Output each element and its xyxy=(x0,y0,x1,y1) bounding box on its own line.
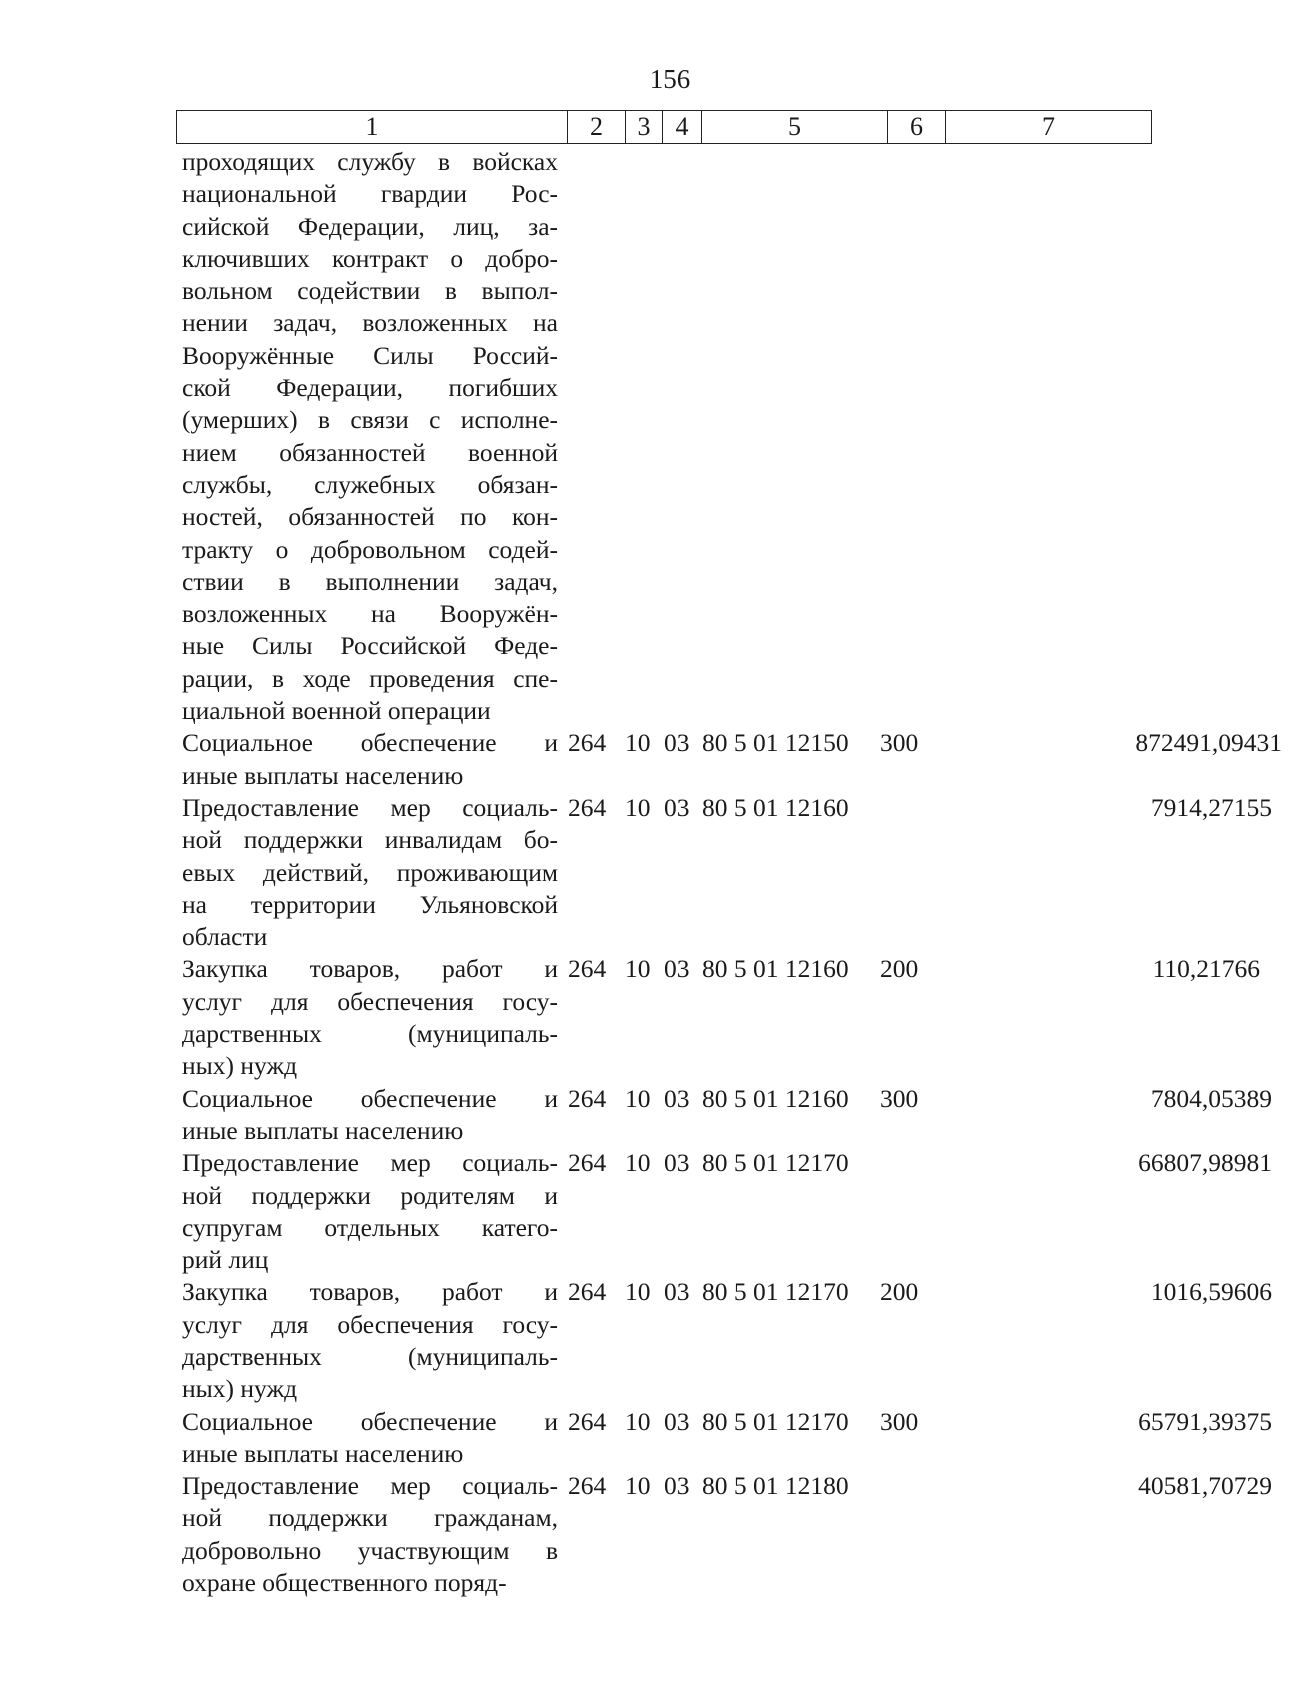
description-line: ной поддержки родителям и xyxy=(182,1180,558,1210)
table-row xyxy=(182,1276,1272,1405)
row-amount: 66807,98981 xyxy=(1138,1148,1272,1178)
row-description xyxy=(182,1470,558,1599)
column-header-4: 4 xyxy=(663,111,702,144)
description-line: дарственных (муниципаль- xyxy=(182,1019,558,1049)
description-line: возложенных на Вооружён- xyxy=(182,599,558,629)
description-line: проходящих службу в войсках xyxy=(182,147,558,176)
code-cs: 80 5 01 12160 xyxy=(702,1083,849,1113)
code-gr: 264 xyxy=(568,1083,607,1113)
description-line: рий лиц xyxy=(182,1245,269,1275)
description-line: иные выплаты населению xyxy=(182,760,464,790)
description-line: Предоставление мер социаль- xyxy=(182,792,558,822)
code-rz: 10 xyxy=(625,1406,651,1436)
column-header-5: 5 xyxy=(702,111,888,144)
description-line: рации, в ходе проведения спе- xyxy=(182,663,558,693)
row-description xyxy=(182,1083,558,1148)
code-gr: 264 xyxy=(568,954,607,984)
code-pr: 03 xyxy=(664,1083,690,1113)
description-line: национальной гвардии Рос- xyxy=(182,179,558,209)
description-line: ных) нужд xyxy=(182,1051,298,1081)
code-rz: 10 xyxy=(625,1083,651,1113)
description-line: иные выплаты населению xyxy=(182,1115,464,1145)
row-amount: 7804,05389 xyxy=(1150,1083,1272,1113)
description-line: области xyxy=(182,922,268,952)
code-gr: 264 xyxy=(568,1148,607,1178)
column-header-row xyxy=(177,111,1152,144)
description-line: Социальное обеспечение и xyxy=(182,1083,558,1113)
code-rz: 10 xyxy=(625,1471,651,1501)
column-header-1: 1 xyxy=(177,111,568,144)
description-line: Предоставление мер социаль- xyxy=(182,1148,558,1178)
description-line: сийской Федерации, лиц, за- xyxy=(182,211,558,241)
table-row xyxy=(182,1083,1272,1148)
row-amount: 40581,70729 xyxy=(1138,1471,1272,1501)
description-line: ностей, обязанностей по кон- xyxy=(182,502,558,532)
code-cs: 80 5 01 12170 xyxy=(702,1406,849,1436)
code-pr: 03 xyxy=(664,1471,690,1501)
description-line: ной поддержки гражданам, xyxy=(182,1503,558,1533)
table-row xyxy=(182,1147,1272,1276)
description-line: Закупка товаров, работ и xyxy=(182,1277,558,1307)
column-header-7: 7 xyxy=(946,111,1152,144)
row-description xyxy=(182,727,558,792)
row-description xyxy=(182,953,558,1082)
description-line: ключивших контракт о добро- xyxy=(182,243,558,273)
description-line: евых действий, проживающим xyxy=(182,857,558,887)
code-gr: 264 xyxy=(568,792,607,822)
description-line: тракту о добровольном содей- xyxy=(182,534,558,564)
description-line: ной поддержки инвалидам бо- xyxy=(182,825,558,855)
column-header-6: 6 xyxy=(888,111,946,144)
description-line: Социальное обеспечение и xyxy=(182,728,558,758)
code-rz: 10 xyxy=(625,1277,651,1307)
code-cs: 80 5 01 12160 xyxy=(702,792,849,822)
code-vr: 200 xyxy=(880,1277,919,1307)
description-line: нении задач, возложенных на xyxy=(182,308,558,338)
column-header-table xyxy=(176,110,1152,144)
code-gr: 264 xyxy=(568,1471,607,1501)
row-description xyxy=(182,146,558,727)
code-vr: 300 xyxy=(880,728,919,758)
code-gr: 264 xyxy=(568,1277,607,1307)
description-line: на территории Ульяновской xyxy=(182,889,558,919)
row-description xyxy=(182,792,558,953)
description-line: (умерших) в связи с исполне- xyxy=(182,405,558,435)
row-description xyxy=(182,1147,558,1276)
code-cs: 80 5 01 12170 xyxy=(702,1277,849,1307)
description-line: услуг для обеспечения госу- xyxy=(182,986,558,1016)
code-rz: 10 xyxy=(625,792,651,822)
code-pr: 03 xyxy=(664,1277,690,1307)
row-amount: 7914,27155 xyxy=(1150,792,1272,822)
description-line: Закупка товаров, работ и xyxy=(182,954,558,984)
code-pr: 03 xyxy=(664,728,690,758)
table-row xyxy=(182,146,1182,727)
description-line: услуг для обеспечения госу- xyxy=(182,1309,558,1339)
code-pr: 03 xyxy=(664,1148,690,1178)
code-pr: 03 xyxy=(664,792,690,822)
description-line: иные выплаты населению xyxy=(182,1438,464,1468)
description-line: Социальное обеспечение и xyxy=(182,1406,558,1436)
row-amount: 65791,39375 xyxy=(1138,1406,1272,1436)
column-header-3: 3 xyxy=(626,111,663,144)
code-gr: 264 xyxy=(568,728,607,758)
table-row xyxy=(182,727,1282,792)
code-rz: 10 xyxy=(625,728,651,758)
code-pr: 03 xyxy=(664,954,690,984)
table-row xyxy=(182,953,1260,1082)
code-cs: 80 5 01 12160 xyxy=(702,954,849,984)
description-line: дарственных (муниципаль- xyxy=(182,1341,558,1371)
description-line: добровольно участвующим в xyxy=(182,1535,558,1565)
code-gr: 264 xyxy=(568,1406,607,1436)
code-vr: 300 xyxy=(880,1083,919,1113)
row-description xyxy=(182,1276,558,1405)
description-line: ской Федерации, погибших xyxy=(182,373,558,403)
description-line: Вооружённые Силы Россий- xyxy=(182,340,558,370)
description-line: циальной военной операции xyxy=(182,696,491,726)
description-line: службы, служебных обязан- xyxy=(182,469,558,499)
description-line: ствии в выполнении задач, xyxy=(182,566,558,596)
code-cs: 80 5 01 12170 xyxy=(702,1148,849,1178)
code-cs: 80 5 01 12180 xyxy=(702,1471,849,1501)
description-line: ные Силы Российской Феде- xyxy=(182,631,558,661)
description-line: вольном содействии в выпол- xyxy=(182,276,558,306)
budget-table-body xyxy=(182,146,1282,1599)
table-row xyxy=(182,792,1272,953)
code-rz: 10 xyxy=(625,954,651,984)
code-vr: 200 xyxy=(880,954,919,984)
column-header-2: 2 xyxy=(568,111,626,144)
row-amount: 110,21766 xyxy=(1152,954,1260,984)
code-pr: 03 xyxy=(664,1406,690,1436)
table-row xyxy=(182,1470,1272,1599)
description-line: ных) нужд xyxy=(182,1374,298,1404)
description-line: охране общественного поряд- xyxy=(182,1568,507,1598)
page-number: 156 xyxy=(649,64,691,94)
code-cs: 80 5 01 12150 xyxy=(702,728,849,758)
row-description xyxy=(182,1406,558,1471)
description-line: Предоставление мер социаль- xyxy=(182,1471,558,1501)
row-amount: 1016,59606 xyxy=(1150,1277,1272,1307)
row-amount: 872491,09431 xyxy=(1135,728,1282,758)
code-rz: 10 xyxy=(625,1148,651,1178)
code-vr: 300 xyxy=(880,1406,919,1436)
description-line: супругам отдельных катего- xyxy=(182,1212,558,1242)
description-line: нием обязанностей военной xyxy=(182,437,558,467)
table-row xyxy=(182,1406,1272,1471)
